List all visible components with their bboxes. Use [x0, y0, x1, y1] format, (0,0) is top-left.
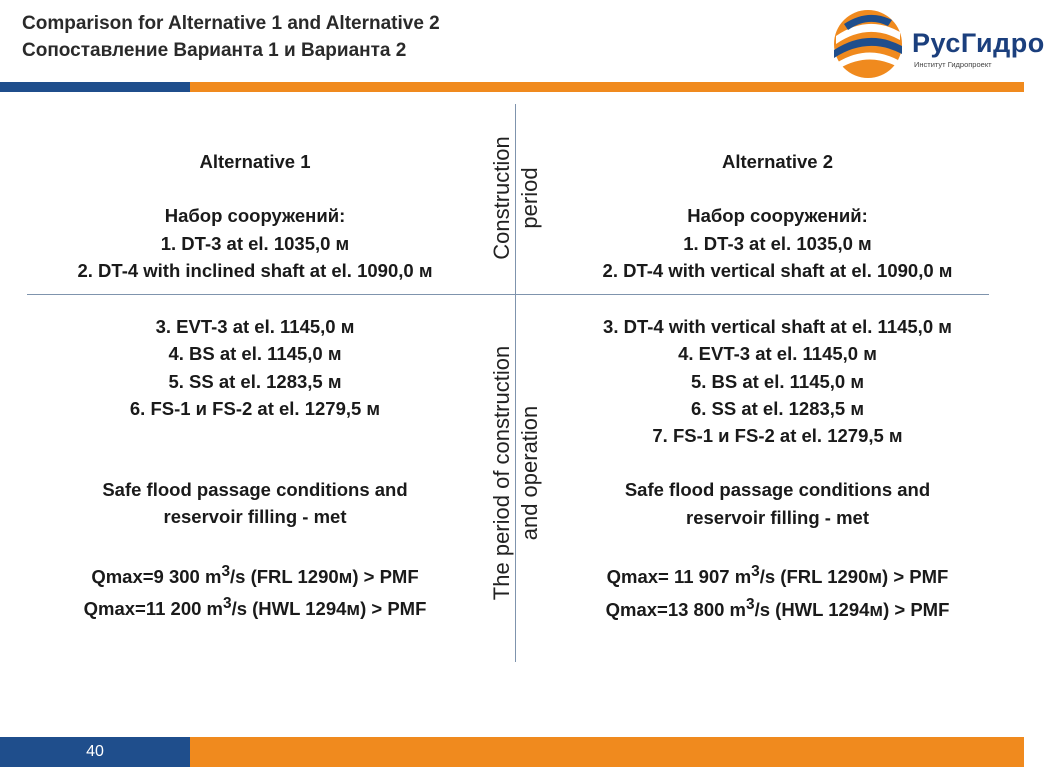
rushydro-logo — [830, 6, 1045, 82]
alternative2-construction-block — [540, 148, 1015, 284]
flood-conditions-line1: Safe flood passage conditions and — [624, 479, 931, 501]
construction-operation-period-label: The period of construction and operation — [489, 345, 542, 601]
qmax-hwl: Qmax=11 200 $m^3/s$ (HWL 1294м) > PMF — [83, 595, 427, 620]
alternative1-structures-heading: Набор сооружений: — [164, 205, 346, 227]
list-item: 4. BS at el. 1145,0 м — [168, 343, 342, 365]
list-item: 1. DT-3 at el. 1035,0 м — [683, 232, 872, 254]
alternative2-heading: Alternative 2 — [721, 151, 834, 172]
alternative1-construction-block — [20, 148, 490, 284]
list-item: 5. BS at el. 1145,0 м — [690, 370, 865, 392]
qmax-frl: Qmax= 11 907 $m^3/s$ (FRL 1290м) > PMF — [606, 563, 949, 588]
title-english: Comparison for Alternative 1 and Alternative 2 — [22, 13, 440, 34]
logo-subtitle: Институт Гидропроект — [914, 60, 992, 69]
list-item: 7. FS-1 и FS-2 at el. 1279,5 м — [652, 425, 903, 447]
list-item: 2. DT-4 with vertical shaft at el. 1090,0 м — [602, 259, 953, 281]
qmax-hwl: Qmax=13 800 $m^3/s$ (HWL 1294м) > PMF — [605, 595, 950, 620]
footer-bar-orange — [190, 737, 1024, 767]
logo-globe-icon — [830, 6, 906, 82]
header-bar-blue — [0, 82, 190, 92]
list-item: 3. DT-4 with vertical shaft at el. 1145,0 м — [603, 316, 952, 337]
alternative1-heading: Alternative 1 — [199, 151, 311, 172]
alternative2-structures-heading: Набор сооружений: — [687, 205, 868, 227]
list-item: 6. FS-1 и FS-2 at el. 1279,5 м — [129, 397, 381, 419]
list-item: 1. DT-3 at el. 1035,0 м — [160, 232, 350, 254]
list-item: 2. DT-4 with inclined shaft at el. 1090,0 м — [77, 259, 433, 281]
qmax-frl: Qmax=9 300 $m^3/s$ (FRL 1290м) > PMF — [91, 562, 419, 587]
list-item: 3. EVT-3 at el. 1145,0 м — [155, 316, 355, 337]
flood-conditions-line1: Safe flood passage conditions and — [102, 479, 408, 501]
logo-name: РусГидро — [912, 28, 1045, 58]
page-number: 40 — [86, 743, 104, 760]
alternative1-operation-block — [20, 313, 490, 623]
list-item: 4. EVT-3 at el. 1145,0 м — [678, 343, 877, 365]
flood-conditions-line2: reservoir filling - met — [686, 506, 869, 528]
page-title — [22, 10, 440, 64]
alternative2-operation-block — [540, 313, 1015, 623]
list-item: 5. SS at el. 1283,5 м — [168, 370, 342, 392]
title-russian: Сопоставление Варианта 1 и Варианта 2 — [22, 40, 407, 61]
flood-conditions-line2: reservoir filling - met — [163, 506, 347, 528]
header-bar-orange — [190, 82, 1024, 92]
construction-period-label: Construction period — [489, 136, 542, 260]
list-item: 6. SS at el. 1283,5 м — [690, 397, 865, 419]
